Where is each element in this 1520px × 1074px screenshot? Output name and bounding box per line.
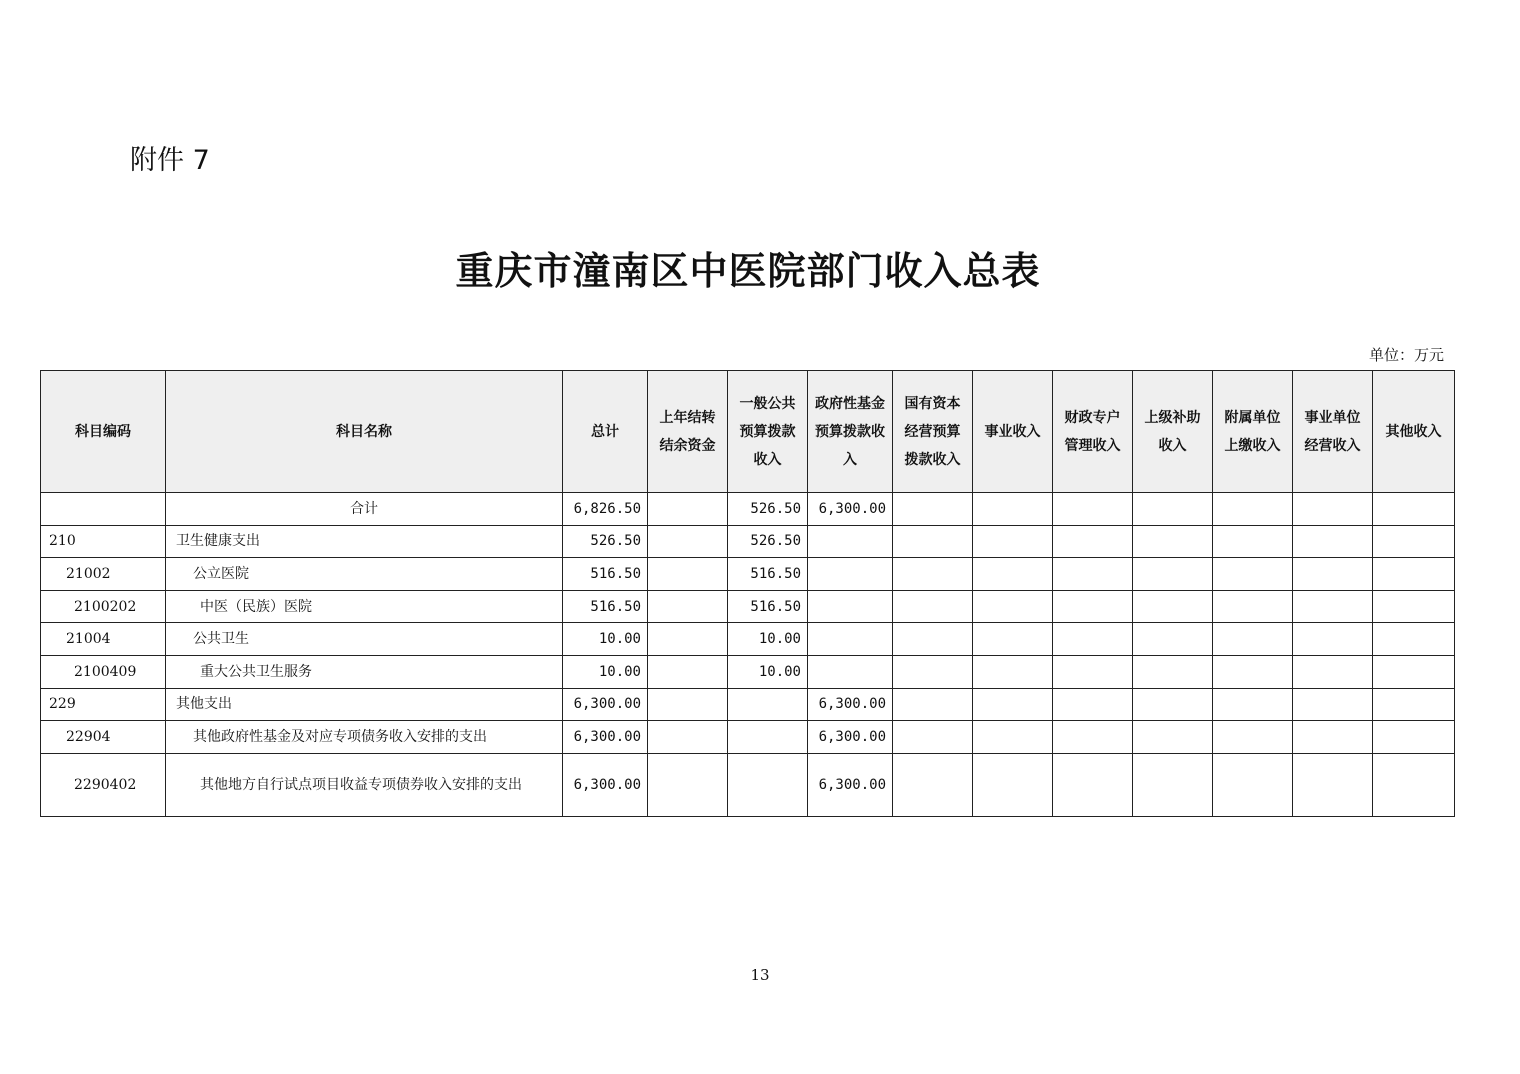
header-gov-fund: 政府性基金预算拨款收入 bbox=[808, 371, 893, 493]
cell-fiscal-account bbox=[1053, 525, 1133, 558]
cell-carryover bbox=[648, 525, 728, 558]
cell-affiliated bbox=[1213, 525, 1293, 558]
cell-name: 公立医院 bbox=[166, 558, 563, 591]
cell-other bbox=[1373, 623, 1455, 656]
cell-total: 6,300.00 bbox=[563, 721, 648, 754]
cell-total: 10.00 bbox=[563, 655, 648, 688]
cell-name: 公共卫生 bbox=[166, 623, 563, 656]
cell-state-capital bbox=[893, 623, 973, 656]
cell-carryover bbox=[648, 558, 728, 591]
cell-business bbox=[973, 655, 1053, 688]
attachment-label: 附件 7 bbox=[130, 145, 210, 176]
cell-gov-fund bbox=[808, 655, 893, 688]
cell-business bbox=[973, 590, 1053, 623]
cell-affiliated bbox=[1213, 623, 1293, 656]
cell-name: 其他支出 bbox=[166, 688, 563, 721]
cell-gov-fund: 6,300.00 bbox=[808, 493, 893, 526]
cell-business bbox=[973, 558, 1053, 591]
cell-affiliated bbox=[1213, 753, 1293, 816]
cell-general-budget: 526.50 bbox=[728, 493, 808, 526]
cell-other bbox=[1373, 558, 1455, 591]
header-total: 总计 bbox=[563, 371, 648, 493]
cell-superior-subsidy bbox=[1133, 655, 1213, 688]
cell-name: 中医（民族）医院 bbox=[166, 590, 563, 623]
cell-general-budget: 10.00 bbox=[728, 655, 808, 688]
cell-state-capital bbox=[893, 493, 973, 526]
cell-general-budget bbox=[728, 688, 808, 721]
cell-general-budget: 526.50 bbox=[728, 525, 808, 558]
cell-superior-subsidy bbox=[1133, 721, 1213, 754]
cell-business bbox=[973, 688, 1053, 721]
cell-total: 6,300.00 bbox=[563, 753, 648, 816]
cell-general-budget bbox=[728, 753, 808, 816]
cell-gov-fund: 6,300.00 bbox=[808, 721, 893, 754]
cell-business bbox=[973, 721, 1053, 754]
cell-superior-subsidy bbox=[1133, 623, 1213, 656]
cell-superior-subsidy bbox=[1133, 525, 1213, 558]
header-other: 其他收入 bbox=[1373, 371, 1455, 493]
page-number: 13 bbox=[750, 966, 770, 984]
table-row-total bbox=[41, 493, 1455, 526]
cell-fiscal-account bbox=[1053, 558, 1133, 591]
header-name: 科目名称 bbox=[166, 371, 563, 493]
cell-carryover bbox=[648, 753, 728, 816]
table-row bbox=[41, 655, 1455, 688]
cell-business bbox=[973, 525, 1053, 558]
cell-gov-fund: 6,300.00 bbox=[808, 753, 893, 816]
header-state-capital: 国有资本经营预算拨款收入 bbox=[893, 371, 973, 493]
cell-affiliated bbox=[1213, 493, 1293, 526]
cell-other bbox=[1373, 493, 1455, 526]
cell-name: 合计 bbox=[166, 493, 563, 526]
cell-fiscal-account bbox=[1053, 623, 1133, 656]
income-table bbox=[40, 370, 1455, 817]
cell-fiscal-account bbox=[1053, 688, 1133, 721]
cell-business bbox=[973, 493, 1053, 526]
cell-general-budget: 516.50 bbox=[728, 558, 808, 591]
cell-carryover bbox=[648, 493, 728, 526]
cell-total: 526.50 bbox=[563, 525, 648, 558]
cell-total: 516.50 bbox=[563, 558, 648, 591]
cell-name: 重大公共卫生服务 bbox=[166, 655, 563, 688]
cell-state-capital bbox=[893, 525, 973, 558]
cell-state-capital bbox=[893, 590, 973, 623]
cell-fiscal-account bbox=[1053, 590, 1133, 623]
cell-general-budget: 10.00 bbox=[728, 623, 808, 656]
cell-general-budget bbox=[728, 721, 808, 754]
cell-total: 516.50 bbox=[563, 590, 648, 623]
cell-name: 其他政府性基金及对应专项债务收入安排的支出 bbox=[166, 721, 563, 754]
table-row bbox=[41, 623, 1455, 656]
header-row bbox=[41, 371, 1455, 493]
cell-affiliated bbox=[1213, 721, 1293, 754]
cell-code: 2100202 bbox=[41, 590, 166, 623]
cell-total: 6,826.50 bbox=[563, 493, 648, 526]
cell-affiliated bbox=[1213, 688, 1293, 721]
cell-carryover bbox=[648, 721, 728, 754]
cell-other bbox=[1373, 655, 1455, 688]
cell-superior-subsidy bbox=[1133, 558, 1213, 591]
cell-total: 10.00 bbox=[563, 623, 648, 656]
cell-fiscal-account bbox=[1053, 493, 1133, 526]
cell-operating bbox=[1293, 493, 1373, 526]
cell-carryover bbox=[648, 688, 728, 721]
page-title: 重庆市潼南区中医院部门收入总表 bbox=[455, 249, 1041, 293]
cell-other bbox=[1373, 721, 1455, 754]
cell-carryover bbox=[648, 655, 728, 688]
cell-state-capital bbox=[893, 753, 973, 816]
unit-label: 单位：万元 bbox=[1368, 346, 1444, 364]
cell-superior-subsidy bbox=[1133, 493, 1213, 526]
cell-gov-fund: 6,300.00 bbox=[808, 688, 893, 721]
cell-operating bbox=[1293, 721, 1373, 754]
header-superior-subsidy: 上级补助收入 bbox=[1133, 371, 1213, 493]
cell-operating bbox=[1293, 655, 1373, 688]
cell-general-budget: 516.50 bbox=[728, 590, 808, 623]
table-row bbox=[41, 558, 1455, 591]
cell-carryover bbox=[648, 623, 728, 656]
cell-state-capital bbox=[893, 688, 973, 721]
cell-fiscal-account bbox=[1053, 753, 1133, 816]
cell-code: 210 bbox=[41, 525, 166, 558]
cell-affiliated bbox=[1213, 558, 1293, 591]
cell-code: 22904 bbox=[41, 721, 166, 754]
table-row bbox=[41, 721, 1455, 754]
header-affiliated: 附属单位上缴收入 bbox=[1213, 371, 1293, 493]
cell-operating bbox=[1293, 753, 1373, 816]
cell-name: 卫生健康支出 bbox=[166, 525, 563, 558]
cell-code: 21002 bbox=[41, 558, 166, 591]
cell-other bbox=[1373, 753, 1455, 816]
cell-state-capital bbox=[893, 558, 973, 591]
cell-state-capital bbox=[893, 655, 973, 688]
header-fiscal-account: 财政专户管理收入 bbox=[1053, 371, 1133, 493]
cell-business bbox=[973, 623, 1053, 656]
cell-carryover bbox=[648, 590, 728, 623]
cell-state-capital bbox=[893, 721, 973, 754]
cell-fiscal-account bbox=[1053, 721, 1133, 754]
cell-gov-fund bbox=[808, 623, 893, 656]
header-business: 事业收入 bbox=[973, 371, 1053, 493]
cell-operating bbox=[1293, 623, 1373, 656]
cell-other bbox=[1373, 590, 1455, 623]
header-general-budget: 一般公共预算拨款收入 bbox=[728, 371, 808, 493]
cell-operating bbox=[1293, 688, 1373, 721]
header-code: 科目编码 bbox=[41, 371, 166, 493]
cell-business bbox=[973, 753, 1053, 816]
cell-code: 2100409 bbox=[41, 655, 166, 688]
cell-code: 21004 bbox=[41, 623, 166, 656]
cell-operating bbox=[1293, 590, 1373, 623]
table-row bbox=[41, 525, 1455, 558]
table-row bbox=[41, 753, 1455, 816]
cell-operating bbox=[1293, 558, 1373, 591]
cell-name: 其他地方自行试点项目收益专项债券收入安排的支出 bbox=[166, 753, 563, 816]
cell-gov-fund bbox=[808, 525, 893, 558]
cell-fiscal-account bbox=[1053, 655, 1133, 688]
cell-affiliated bbox=[1213, 590, 1293, 623]
cell-gov-fund bbox=[808, 558, 893, 591]
cell-superior-subsidy bbox=[1133, 590, 1213, 623]
cell-code bbox=[41, 493, 166, 526]
cell-other bbox=[1373, 688, 1455, 721]
cell-code: 2290402 bbox=[41, 753, 166, 816]
cell-superior-subsidy bbox=[1133, 688, 1213, 721]
cell-code: 229 bbox=[41, 688, 166, 721]
cell-total: 6,300.00 bbox=[563, 688, 648, 721]
cell-superior-subsidy bbox=[1133, 753, 1213, 816]
table-row bbox=[41, 688, 1455, 721]
header-operating: 事业单位经营收入 bbox=[1293, 371, 1373, 493]
cell-other bbox=[1373, 525, 1455, 558]
table-row bbox=[41, 590, 1455, 623]
cell-affiliated bbox=[1213, 655, 1293, 688]
cell-operating bbox=[1293, 525, 1373, 558]
header-carryover: 上年结转结余资金 bbox=[648, 371, 728, 493]
cell-gov-fund bbox=[808, 590, 893, 623]
